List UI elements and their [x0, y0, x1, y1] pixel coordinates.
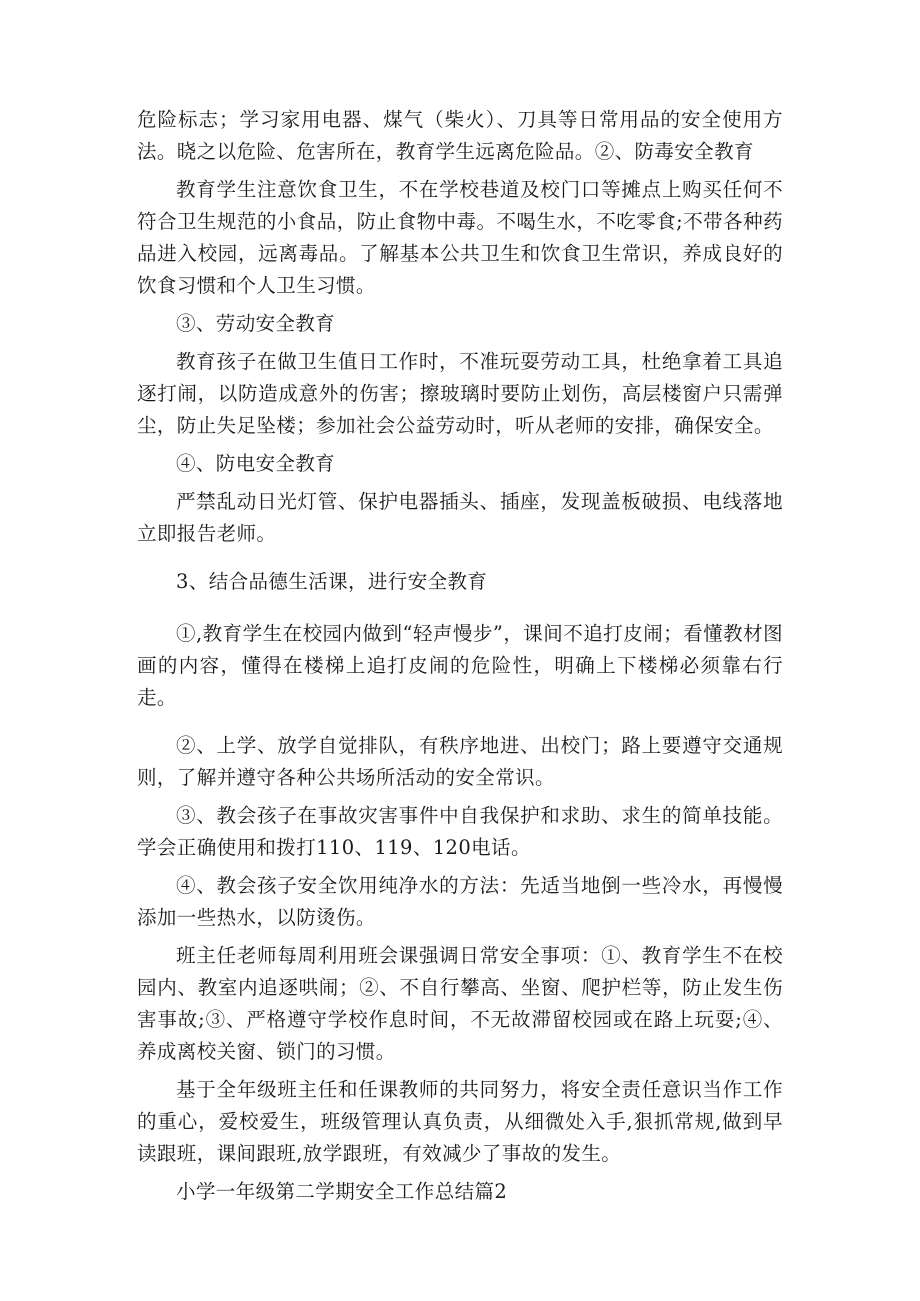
- paragraph-electric-safety: 严禁乱动日光灯管、保护电器插头、插座，发现盖板破损、电线落地立即报告老师。: [137, 490, 783, 545]
- heading-labor-safety: ③、劳动安全教育: [176, 312, 336, 335]
- paragraph-drinking-water: ④、教会孩子安全饮用纯净水的方法：先适当地倒一些冷水，再慢慢添加一些热水，以防烫伤。: [137, 874, 783, 929]
- paragraph-campus-walking: ①,教育学生在校园内做到“轻声慢步”，课间不追打皮闹；看懂教材图画的内容，懂得在楼梯上追打皮闹的危险性，明确上下楼梯必须靠右行走。: [137, 622, 783, 709]
- paragraph-teacher-effort: 基于全年级班主任和任课教师的共同努力，将安全责任意识当作工作的重心，爱校爱生，班级管理认真负责，从细微处入手,狠抓常规,做到早读跟班，课间跟班,放学跟班，有效减少了事故的发生。: [137, 1078, 783, 1165]
- paragraph-queue-traffic: ②、上学、放学自觉排队，有秩序地进、出校门；路上要遵守交通规则，了解并遵守各种公共场所活动的安全常识。: [137, 734, 783, 789]
- section-title-part-2: 小学一年级第二学期安全工作总结篇2: [176, 1180, 508, 1203]
- paragraph-food-hygiene: 教育学生注意饮食卫生，不在学校巷道及校门口等摊点上购买任何不符合卫生规范的小食品，防止食物中毒。不喝生水，不吃零食;不带各种药品进入校园，远离毒品。了解基本公共卫生和饮食卫生常识，养成良好的饮食习惯和个人卫生习惯。: [137, 178, 783, 297]
- paragraph-class-meeting: 班主任老师每周利用班会课强调日常安全事项：①、教育学生不在校园内、教室内追逐哄闹；②、不自行攀高、坐窗、爬护栏等，防止发生伤害事故;③、严格遵守学校作息时间，不无故滞留校园或在路上玩耍;④、养成离校关窗、锁门的习惯。: [137, 944, 783, 1063]
- document-body: [137, 104, 783, 1208]
- paragraph-hazard-signs: 危险标志；学习家用电器、煤气（柴火）、刀具等日常用品的安全使用方法。晓之以危险、危害所在，教育学生远离危险品。②、防毒安全教育: [137, 108, 783, 163]
- heading-electric-safety: ④、防电安全教育: [176, 452, 336, 475]
- paragraph-labor-safety: 教育孩子在做卫生值日工作时，不准玩耍劳动工具，杜绝拿着工具追逐打闹，以防造成意外的伤害；擦玻璃时要防止划伤，高层楼窗户只需弹尘，防止失足坠楼；参加社会公益劳动时，听从老师的安排，确保安全。: [137, 350, 783, 437]
- heading-moral-class: 3、结合品德生活课，进行安全教育: [176, 570, 488, 593]
- paragraph-self-protection: ③、教会孩子在事故灾害事件中自我保护和求助、求生的简单技能。学会正确使用和拨打110、119、120电话。: [137, 804, 783, 859]
